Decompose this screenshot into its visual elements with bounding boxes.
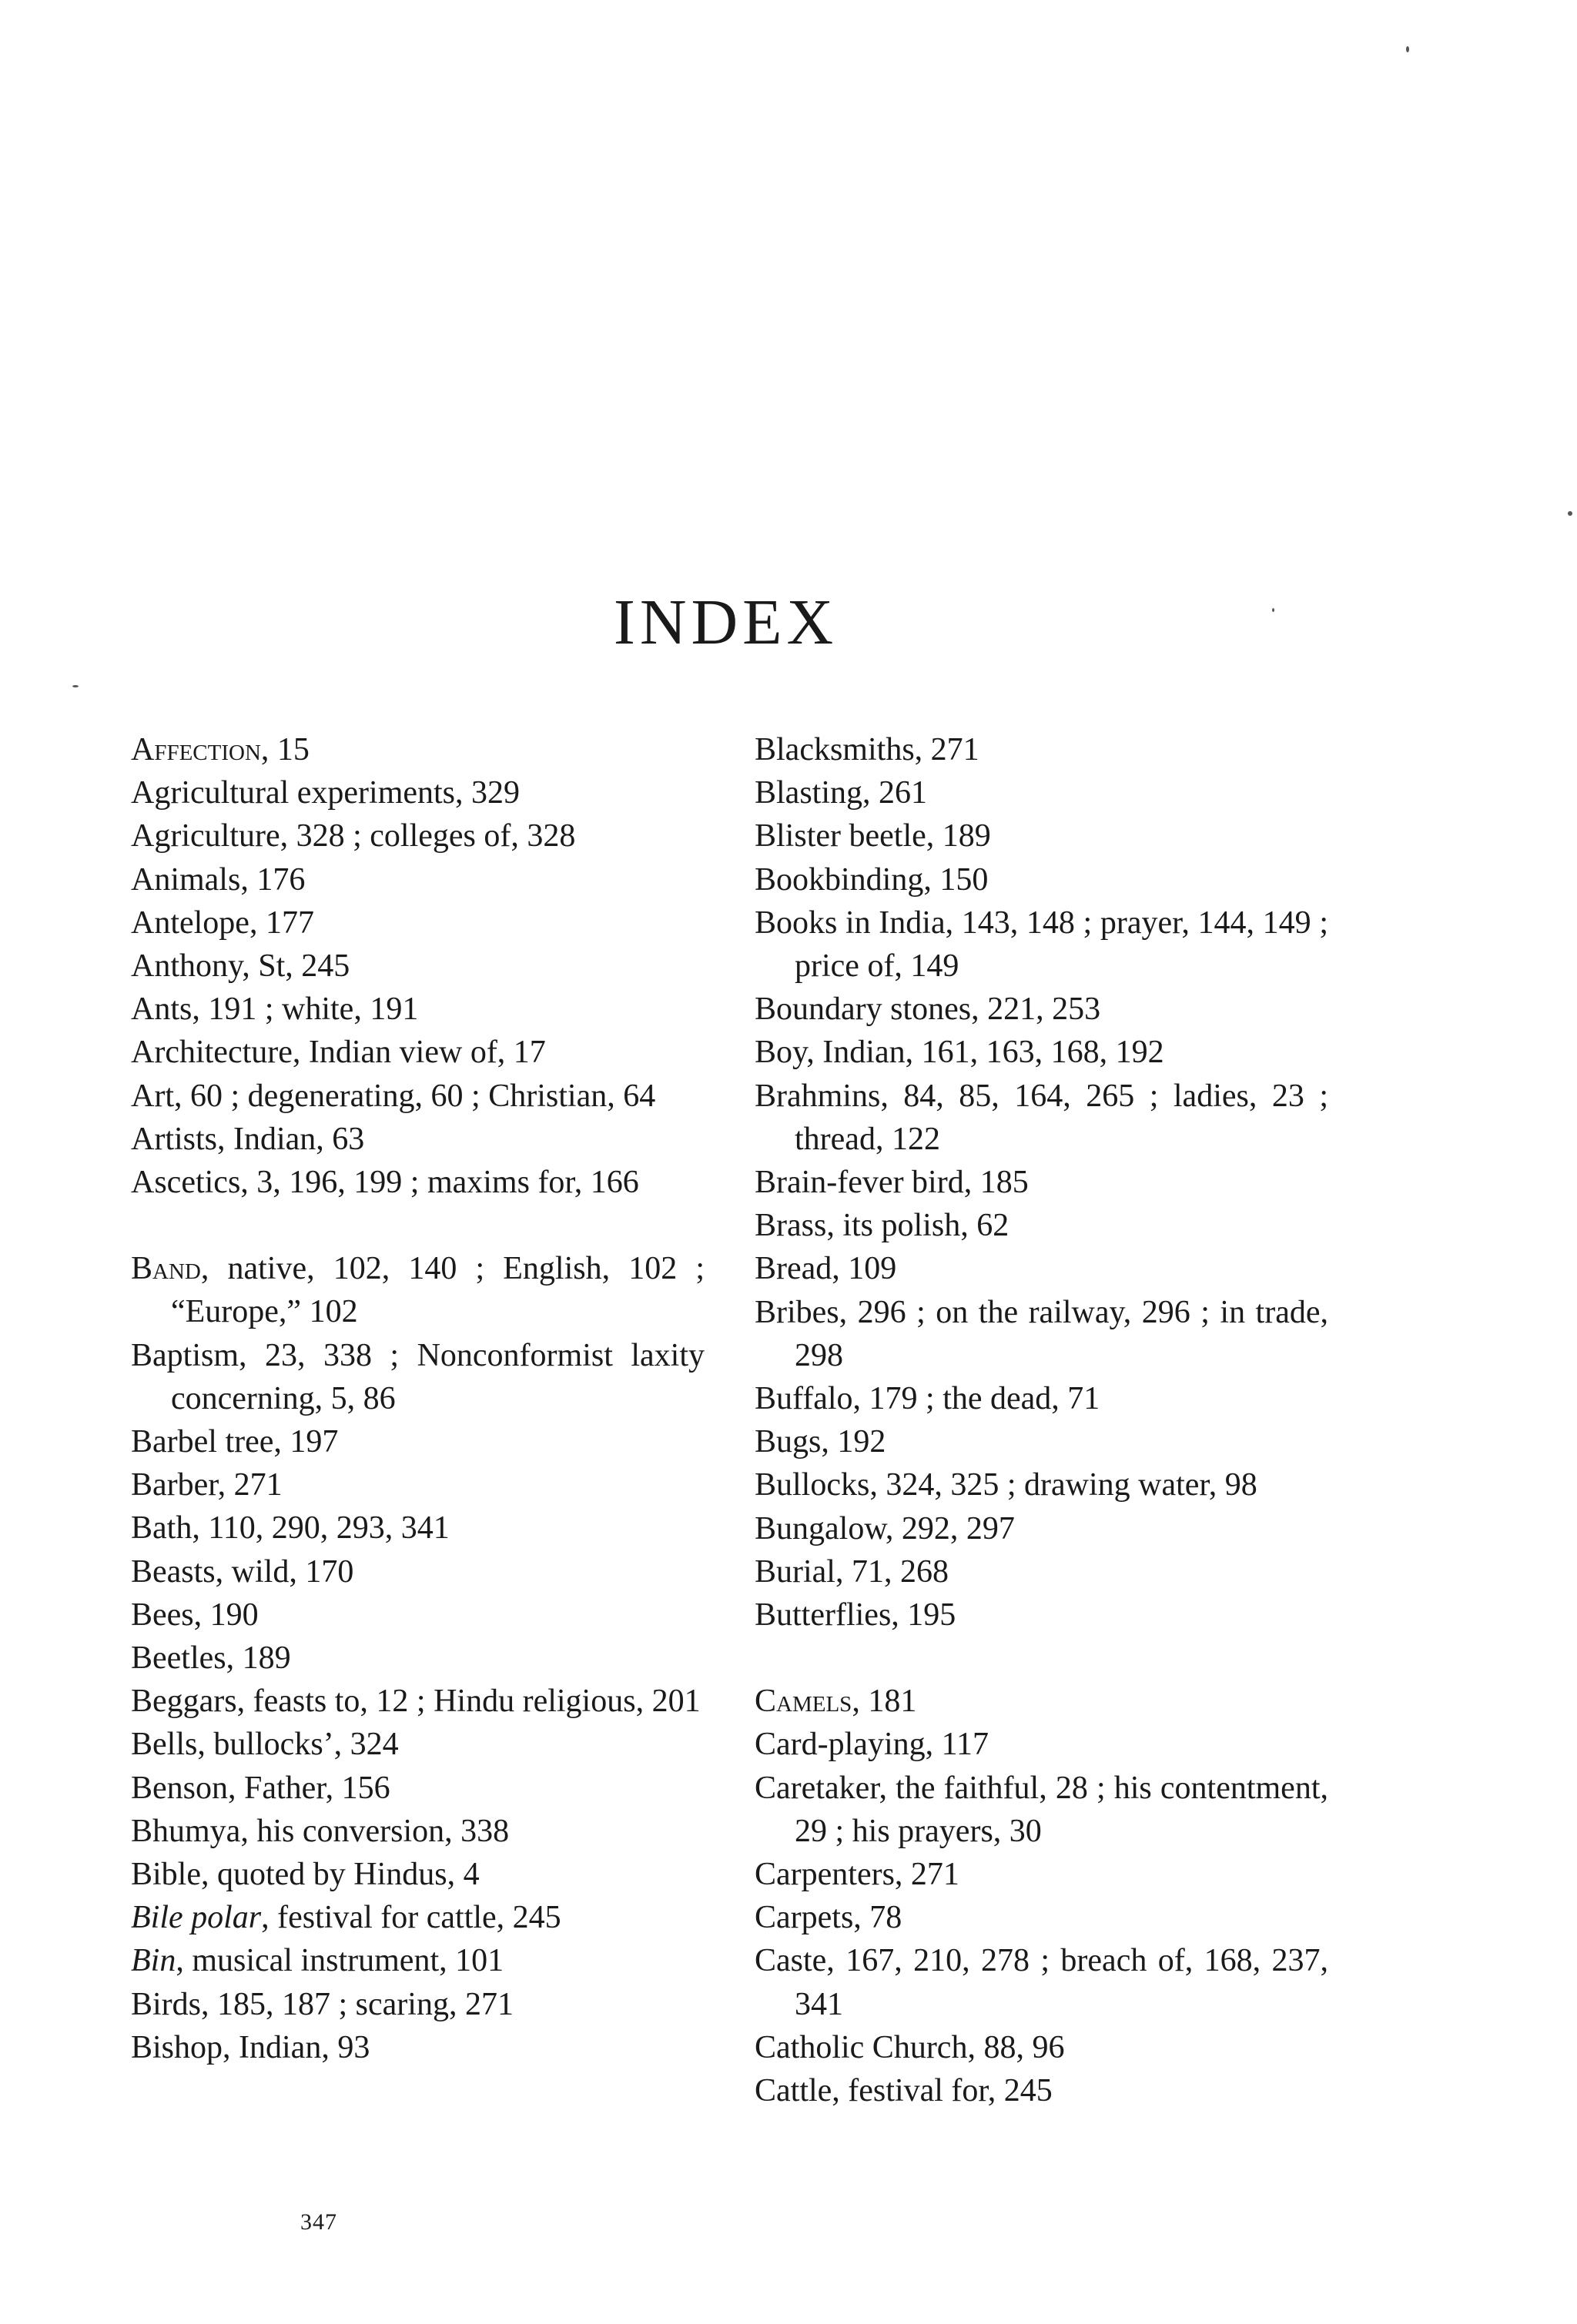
index-entry bbox=[755, 1853, 1328, 1896]
scan-speck bbox=[1406, 46, 1409, 52]
index-entry-text: Carpets, 78 bbox=[755, 1900, 902, 1936]
index-entry bbox=[755, 771, 1328, 814]
index-entry-text: Barber, 271 bbox=[131, 1467, 283, 1503]
index-entry-text: Bishop, Indian, 93 bbox=[131, 2029, 370, 2065]
index-entry-text: Brain-fever bird, 185 bbox=[755, 1165, 1029, 1201]
index-entry bbox=[131, 1118, 705, 1161]
index-entry-text: Brahmins, 84, 85, 164, 265 ; ladies, 23 ; thread, 122 bbox=[755, 1078, 1328, 1157]
index-entry bbox=[755, 814, 1328, 858]
index-entry-headword: Camels bbox=[755, 1684, 852, 1720]
index-entry-text: Buffalo, 179 ; the dead, 71 bbox=[755, 1381, 1100, 1417]
index-entry-text: Benson, Father, 156 bbox=[131, 1770, 390, 1806]
index-entry-text: Art, 60 ; degenerating, 60 ; Christian, 64 bbox=[131, 1078, 656, 1114]
index-entry-references: , festival for cattle, 245 bbox=[261, 1900, 561, 1936]
index-entry bbox=[755, 1680, 1328, 1723]
scan-speck bbox=[72, 685, 79, 687]
index-entry-text: Beetles, 189 bbox=[131, 1640, 291, 1677]
index-entry bbox=[755, 901, 1328, 988]
index-entry-headword: Bile polar bbox=[131, 1900, 262, 1936]
index-entry-text: Ants, 191 ; white, 191 bbox=[131, 991, 419, 1028]
index-entry-text: Card-playing, 117 bbox=[755, 1727, 989, 1763]
index-entry bbox=[131, 1247, 705, 1333]
index-entry-references: , 15 bbox=[260, 732, 310, 767]
index-entry-text: Bungalow, 292, 297 bbox=[755, 1510, 1015, 1547]
index-entry bbox=[131, 1983, 705, 2026]
index-entry-text: Burial, 71, 268 bbox=[755, 1553, 949, 1590]
index-column-right bbox=[755, 728, 1328, 2112]
index-entry bbox=[131, 1161, 705, 1204]
letter-group-gap bbox=[755, 1637, 1328, 1680]
index-entry-text: Anthony, St, 245 bbox=[131, 948, 350, 985]
index-entry-text: Architecture, Indian view of, 17 bbox=[131, 1035, 546, 1071]
index-entry-references: , native, 102, 140 ; English, 102 ; “Europe,” 102 bbox=[171, 1251, 705, 1330]
scan-speck bbox=[1272, 608, 1274, 612]
index-entry-text: Cattle, festival for, 245 bbox=[755, 2073, 1053, 2109]
index-entry bbox=[755, 1420, 1328, 1463]
index-entry bbox=[131, 2026, 705, 2069]
index-entry-headword: Affection bbox=[131, 732, 261, 767]
index-entry bbox=[131, 1420, 705, 1463]
index-entry bbox=[131, 901, 705, 945]
index-entry-headword: Band bbox=[131, 1251, 201, 1287]
index-entry bbox=[755, 1550, 1328, 1593]
index-entry bbox=[131, 988, 705, 1031]
index-entry-text: Carpenters, 271 bbox=[755, 1857, 959, 1893]
page-number: 347 bbox=[300, 2209, 337, 2235]
index-entry bbox=[131, 1506, 705, 1550]
index-entry bbox=[755, 1161, 1328, 1204]
index-entry bbox=[755, 988, 1328, 1031]
index-entry-references: , 181 bbox=[852, 1684, 917, 1720]
index-entry bbox=[131, 1896, 705, 1939]
index-entry-text: Bugs, 192 bbox=[755, 1424, 886, 1460]
index-entry bbox=[131, 945, 705, 988]
index-entry-text: Boundary stones, 221, 253 bbox=[755, 991, 1101, 1028]
index-entry bbox=[131, 1680, 705, 1723]
index-entry bbox=[755, 2069, 1328, 2112]
index-entry bbox=[131, 1637, 705, 1680]
index-entry bbox=[131, 1334, 705, 1420]
index-entry-text: Ascetics, 3, 196, 199 ; maxims for, 166 bbox=[131, 1165, 639, 1201]
index-entry-text: Bookbinding, 150 bbox=[755, 861, 989, 898]
index-entry-text: Caste, 167, 210, 278 ; breach of, 168, 237, 341 bbox=[755, 1943, 1328, 2022]
index-entry bbox=[131, 858, 705, 901]
index-entry bbox=[755, 1507, 1328, 1550]
index-entry-text: Caretaker, the faithful, 28 ; his contentment, 29 ; his prayers, 30 bbox=[755, 1770, 1328, 1849]
index-entry bbox=[131, 1853, 705, 1896]
index-entry-text: Bhumya, his conversion, 338 bbox=[131, 1813, 510, 1849]
index-entry-text: Bath, 110, 290, 293, 341 bbox=[131, 1510, 450, 1547]
index-entry-text: Agricultural experiments, 329 bbox=[131, 775, 521, 811]
scan-speck bbox=[1568, 511, 1572, 516]
index-entry bbox=[131, 1031, 705, 1074]
index-entry-headword: Bin bbox=[131, 1943, 176, 1979]
index-entry-references: , musical instrument, 101 bbox=[176, 1943, 504, 1979]
index-entry bbox=[131, 1593, 705, 1637]
index-entry bbox=[131, 1767, 705, 1810]
index-column-left bbox=[131, 728, 705, 2069]
index-entry-text: Books in India, 143, 148 ; prayer, 144, 149 ; price of, 149 bbox=[755, 905, 1328, 985]
index-entry-text: Butterflies, 195 bbox=[755, 1597, 956, 1633]
index-entry-text: Blasting, 261 bbox=[755, 775, 928, 811]
index-entry-text: Agriculture, 328 ; colleges of, 328 bbox=[131, 818, 576, 854]
index-entry bbox=[131, 1723, 705, 1766]
index-entry bbox=[755, 1247, 1328, 1290]
index-entry bbox=[755, 2026, 1328, 2069]
index-entry-text: Beasts, wild, 170 bbox=[131, 1553, 354, 1590]
index-entry bbox=[755, 858, 1328, 901]
index-entry-text: Beggars, feasts to, 12 ; Hindu religious, 201 bbox=[131, 1684, 701, 1720]
index-entry bbox=[131, 1550, 705, 1593]
index-entry-text: Bullocks, 324, 325 ; drawing water, 98 bbox=[755, 1467, 1257, 1503]
index-entry bbox=[755, 1204, 1328, 1247]
index-entry bbox=[131, 771, 705, 814]
index-entry bbox=[131, 1810, 705, 1853]
index-entry-text: Boy, Indian, 161, 163, 168, 192 bbox=[755, 1035, 1164, 1071]
index-entry bbox=[755, 1031, 1328, 1074]
index-entry bbox=[131, 728, 705, 771]
index-entry-text: Artists, Indian, 63 bbox=[131, 1121, 365, 1157]
index-entry-text: Blacksmiths, 271 bbox=[755, 732, 979, 767]
index-entry bbox=[131, 814, 705, 858]
index-entry bbox=[755, 1723, 1328, 1766]
index-entry bbox=[755, 1377, 1328, 1420]
index-entry bbox=[131, 1939, 705, 1982]
index-entry bbox=[131, 1075, 705, 1118]
page-title: INDEX bbox=[613, 587, 839, 658]
index-entry bbox=[755, 728, 1328, 771]
index-entry bbox=[755, 1939, 1328, 2025]
index-entry-text: Bread, 109 bbox=[755, 1251, 897, 1287]
index-entry-text: Blister beetle, 189 bbox=[755, 818, 991, 854]
index-entry-text: Antelope, 177 bbox=[131, 905, 314, 941]
index-entry bbox=[755, 1463, 1328, 1506]
index-entry-text: Brass, its polish, 62 bbox=[755, 1208, 1009, 1244]
index-entry bbox=[755, 1767, 1328, 1853]
index-entry-text: Animals, 176 bbox=[131, 861, 306, 898]
index-entry-text: Bribes, 296 ; on the railway, 296 ; in trade, 298 bbox=[755, 1294, 1328, 1373]
index-entry-text: Bells, bullocks’, 324 bbox=[131, 1727, 399, 1763]
index-entry-text: Bees, 190 bbox=[131, 1597, 259, 1633]
index-entry bbox=[131, 1463, 705, 1506]
index-entry bbox=[755, 1075, 1328, 1161]
index-entry-text: Baptism, 23, 338 ; Nonconformist laxity concerning, 5, 86 bbox=[131, 1337, 705, 1416]
index-entry bbox=[755, 1896, 1328, 1939]
index-entry-text: Bible, quoted by Hindus, 4 bbox=[131, 1857, 480, 1893]
letter-group-gap bbox=[131, 1204, 705, 1247]
index-entry-text: Barbel tree, 197 bbox=[131, 1424, 339, 1460]
index-entry bbox=[755, 1593, 1328, 1637]
index-entry-text: Birds, 185, 187 ; scaring, 271 bbox=[131, 1986, 514, 2022]
index-entry-text: Catholic Church, 88, 96 bbox=[755, 2029, 1065, 2065]
index-entry bbox=[755, 1291, 1328, 1377]
